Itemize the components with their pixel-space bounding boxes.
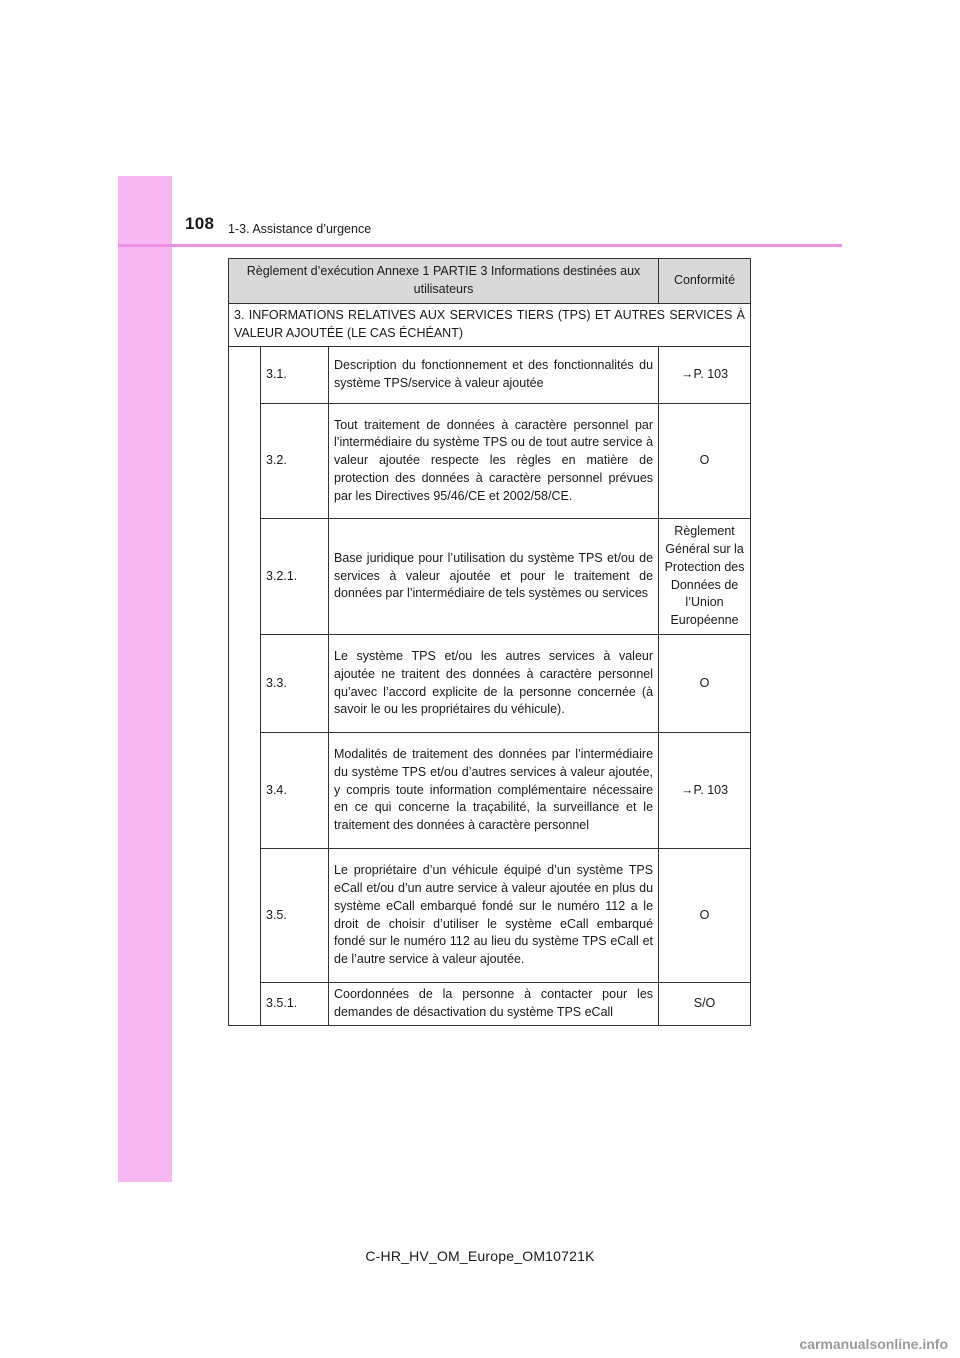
row-conformity: O bbox=[659, 404, 751, 519]
table-row bbox=[229, 733, 751, 849]
table-row bbox=[229, 983, 751, 1026]
side-tab-band bbox=[118, 176, 172, 1182]
table-header-row bbox=[229, 259, 751, 304]
section-heading: 3. INFORMATIONS RELATIVES AUX SERVICES TIERS (TPS) ET AUTRES SERVICES À VALEUR AJOUTÉE (LE CAS ÉCHÉANT) bbox=[229, 304, 751, 347]
watermark: carmanualsonline.info bbox=[799, 1336, 948, 1352]
table-row bbox=[229, 635, 751, 733]
page-number: 108 bbox=[185, 214, 215, 233]
row-description: Base juridique pour l’utilisation du système TPS et/ou de services à valeur ajoutée et pour le traitement de données par l’intermédiaire de tels systèmes ou services bbox=[329, 519, 659, 635]
table-row bbox=[229, 849, 751, 983]
row-number: 3.4. bbox=[261, 733, 329, 849]
row-description: Modalités de traitement des données par l’intermédiaire du système TPS et/ou d’autres services à valeur ajoutée, y compris toute information complémentaire nécessaire en ce qui concerne la traçabilité, la surveillance et le traitement des données à caractère personnel bbox=[329, 733, 659, 849]
row-conformity: Règlement Général sur la Protection des Données de l’Union Européenne bbox=[659, 519, 751, 635]
header-conformity: Conformité bbox=[659, 259, 751, 304]
header-regulation: Règlement d’exécution Annexe 1 PARTIE 3 Informations destinées aux utilisateurs bbox=[229, 259, 659, 304]
row-number: 3.5.1. bbox=[261, 983, 329, 1026]
table-row bbox=[229, 404, 751, 519]
regulation-table bbox=[228, 258, 751, 1026]
table-row bbox=[229, 347, 751, 404]
indent-cell bbox=[229, 347, 261, 1026]
row-conformity: O bbox=[659, 849, 751, 983]
row-number: 3.3. bbox=[261, 635, 329, 733]
row-number: 3.1. bbox=[261, 347, 329, 404]
row-description: Le système TPS et/ou les autres services à valeur ajoutée ne traitent des données à caractère personnel qu’avec l’accord explicite de la personne concernée (à savoir le ou les propriétaires du véhicule). bbox=[329, 635, 659, 733]
row-description: Le propriétaire d’un véhicule équipé d’un système TPS eCall et/ou d’un autre service à valeur ajoutée en plus du système eCall embarqué fondé sur le numéro 112 a le droit de choisir d’utiliser le système eCall embarqué fondé sur le numéro 112 au lieu du système TPS eCall et de l’autre service à valeur ajoutée. bbox=[329, 849, 659, 983]
row-conformity: O bbox=[659, 635, 751, 733]
section-title: 1-3. Assistance d’urgence bbox=[228, 222, 372, 236]
row-description: Coordonnées de la personne à contacter pour les demandes de désactivation du système TPS eCall bbox=[329, 983, 659, 1026]
row-number: 3.2.1. bbox=[261, 519, 329, 635]
row-conformity: S/O bbox=[659, 983, 751, 1026]
row-conformity: →P. 103 bbox=[659, 733, 751, 849]
section-heading-row bbox=[229, 304, 751, 347]
table-row bbox=[229, 519, 751, 635]
row-description: Tout traitement de données à caractère personnel par l’intermédiaire du système TPS ou de tout autre service à valeur ajoutée respecte les règles en matière de protection des données à caractère personnel prévues par les Directives 95/46/CE et 2002/58/CE. bbox=[329, 404, 659, 519]
row-conformity: →P. 103 bbox=[659, 347, 751, 404]
document-code: C-HR_HV_OM_Europe_OM10721K bbox=[365, 1248, 595, 1264]
row-description: Description du fonctionnement et des fonctionnalités du système TPS/service à valeur ajoutée bbox=[329, 347, 659, 404]
row-number: 3.2. bbox=[261, 404, 329, 519]
header-rule bbox=[118, 244, 842, 247]
row-number: 3.5. bbox=[261, 849, 329, 983]
